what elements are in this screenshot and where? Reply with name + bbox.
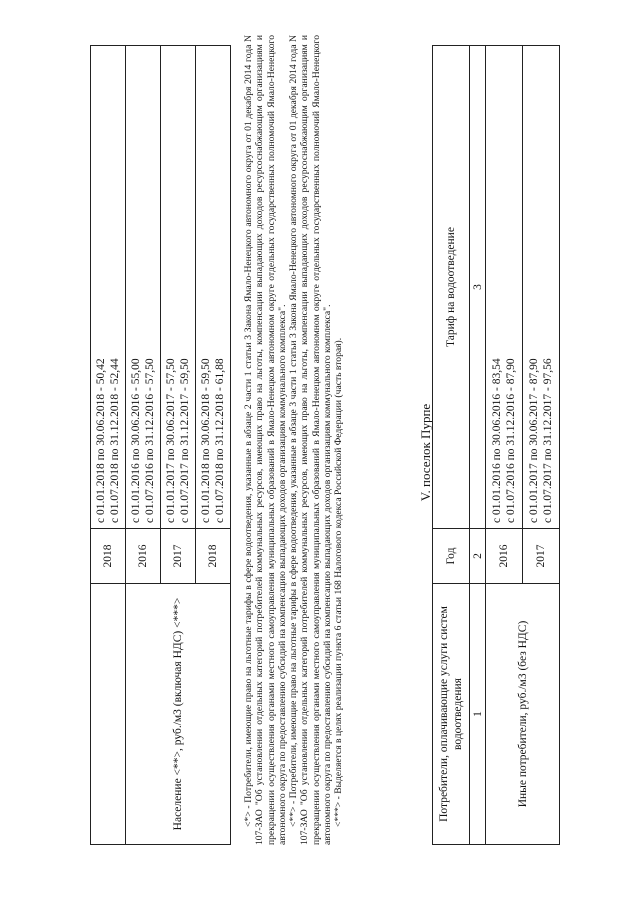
tariff-values-cell — [486, 46, 523, 529]
table-row — [126, 46, 161, 845]
footnotes — [243, 35, 345, 845]
tariff-table-other-consumers — [432, 45, 560, 845]
table-header-row — [433, 46, 470, 845]
table-row — [486, 46, 523, 845]
footnote: <***> - Выделяется в целях реализации пункта 6 статьи 168 Налогового кодекса Российской Федерации (часть вторая). — [333, 337, 345, 827]
tariff-line: с 01.07.2018 по 31.12.2018 - 61,88 — [214, 358, 226, 523]
tariff-line: с 01.01.2018 по 30.06.2018 - 59,50 — [200, 358, 212, 523]
year-cell: 2017 — [523, 529, 560, 584]
table-row — [91, 46, 126, 845]
consumer-category-cell: Население <**>, руб./м3 (включая НДС) <***> — [126, 584, 231, 845]
year-cell: 2018 — [91, 529, 126, 584]
year-cell: 2017 — [161, 529, 196, 584]
footnote: <**> - Потребители, имеющие право на льготные тарифы в сфере водоотведения, указанные в абзаце 3 части 1 статьи 3 Закона Ямало-Ненецкого автономного округа от 01 декабря 2014 года N 107-ЗАО "Об установлении отдельных категорий потребителей коммунальных ресурсов, имеющих право на льготы, компенсации выпадающих доходов ресурсоснабжающим организациям и прекращении осуществления органами местного самоуправления муниципальных образований в Ямало-Ненецком автономном округе отдельных государственных полномочий Ямало-Ненецкого автономного округа по предоставлению субсидий на компенсацию выпадающих доходов организациям коммунального комплекса". — [288, 35, 334, 845]
column-number: 3 — [470, 46, 486, 529]
year-cell: 2016 — [486, 529, 523, 584]
tariff-line: с 01.07.2017 по 31.12.2017 - 97,56 — [542, 358, 554, 523]
tariff-line: с 01.01.2018 по 30.06.2018 - 50,42 — [95, 358, 107, 523]
column-number-row — [470, 46, 486, 845]
section-heading: V. поселок Пурпе — [418, 403, 433, 502]
column-header: Тариф на водоотведение — [433, 46, 470, 529]
column-header: Год — [433, 529, 470, 584]
column-number: 1 — [470, 584, 486, 845]
column-number: 2 — [470, 529, 486, 584]
year-cell: 2016 — [126, 529, 161, 584]
consumer-category-cell: Иные потребители, руб./м3 (без НДС) — [486, 584, 560, 845]
tariff-line: с 01.01.2017 по 30.06.2017 - 87,90 — [528, 358, 540, 523]
tariff-values-cell — [196, 46, 231, 529]
table-cell-empty — [91, 584, 126, 845]
tariff-line: с 01.07.2016 по 31.12.2016 - 57,50 — [144, 358, 156, 523]
tariff-line: с 01.01.2017 по 30.06.2017 - 57,50 — [165, 358, 177, 523]
year-cell: 2018 — [196, 529, 231, 584]
tariff-line: с 01.01.2016 по 30.06.2016 - 83,54 — [491, 358, 503, 523]
tariff-values-cell — [91, 46, 126, 529]
tariff-line: с 01.07.2017 по 31.12.2017 - 59,50 — [179, 358, 191, 523]
column-header: Потребители, оплачивающие услуги систем водоотведения — [433, 584, 470, 845]
tariff-line: с 01.07.2016 по 31.12.2016 - 87,90 — [505, 358, 517, 523]
footnote: <*> - Потребители, имеющие право на льготные тарифы в сфере водоотведения, указанные в абзаце 2 части 1 статьи 3 Закона Ямало-Ненецкого автономного округа от 01 декабря 2014 года N 107-ЗАО "Об установлении отдельных категорий потребителей коммунальных ресурсов, имеющих право на льготы, компенсации выпадающих доходов ресурсоснабжающим организациям и прекращении осуществления органами местного самоуправления муниципальных образований в Ямало-Ненецком автономном округе отдельных государственных полномочий Ямало-Ненецкого автономного округа по предоставлению субсидий на компенсацию выпадающих доходов организациям коммунального комплекса". — [243, 35, 288, 845]
tariff-values-cell — [523, 46, 560, 529]
tariff-values-cell — [161, 46, 196, 529]
tariff-line: с 01.07.2018 по 31.12.2018 - 52,44 — [109, 358, 121, 523]
tariff-values-cell — [126, 46, 161, 529]
tariff-line: с 01.01.2016 по 30.06.2016 - 55,00 — [130, 358, 142, 523]
tariff-table-population — [90, 45, 231, 845]
